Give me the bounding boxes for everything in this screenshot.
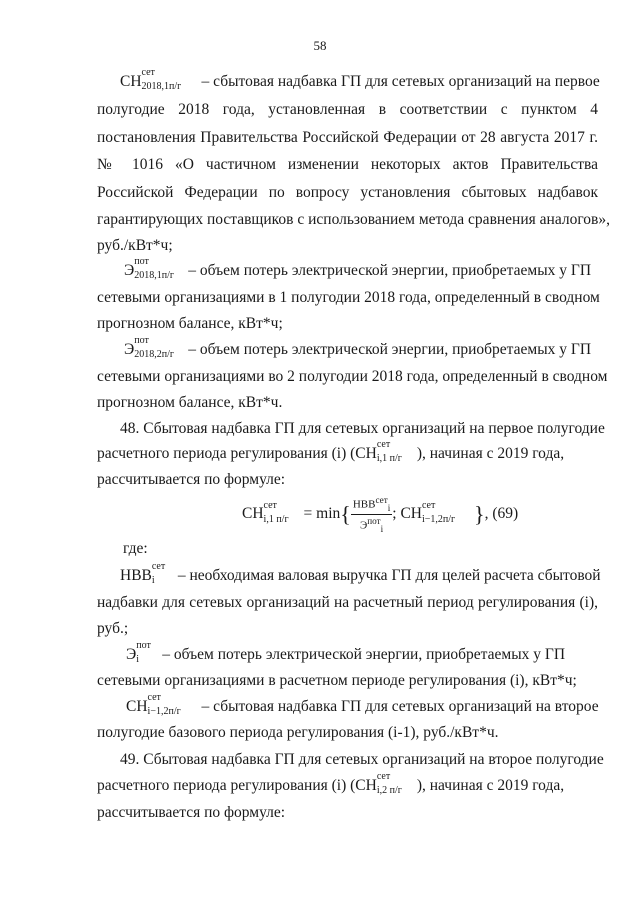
def3-first-line: Э пот 2018,2п/г – объем потерь электрической энергии, приобретаемых у ГП xyxy=(124,335,592,360)
p49-line: 49. Сбытовая надбавка ГП для сетевых организаций на второе полугодие xyxy=(120,751,604,768)
def5-symbol: Э пот i xyxy=(126,640,151,665)
formula-lhs: СН сет i,1 п/г xyxy=(242,499,289,525)
where-label: где: xyxy=(123,540,148,557)
def2-line: сетевыми организациями в 1 полугодии 2018 года, определенный в сводном xyxy=(97,289,600,306)
p49-line: рассчитывается по формуле: xyxy=(97,804,286,821)
def4-line: надбавки для сетевых организаций на расчетный период регулирования (i), xyxy=(97,594,598,611)
def5-first-line: Э пот i – объем потерь электрической энергии, приобретаемых у ГП xyxy=(126,640,566,665)
def1-line: № 1016 «О частичном изменении некоторых актов Правительства xyxy=(97,156,598,173)
def4-line: руб.; xyxy=(97,620,129,637)
formula-numerator: $НВВ^{сет}_i$ xyxy=(352,495,391,513)
p49-symbol: СН сет i,2 п/г xyxy=(355,771,402,796)
def1-line: постановления Правительства Российской Федерации от 28 августа 2017 г. xyxy=(97,129,598,146)
def4-first-line: НВВ сет i – необходимая валовая выручка ГП для целей расчета сбытовой xyxy=(120,561,601,586)
page-number: 58 xyxy=(313,38,327,53)
formula-fraction xyxy=(351,494,392,535)
p49-line2: расчетного периода регулирования (i) (СН сет i,2 п/г ), начиная с 2019 года, xyxy=(97,771,565,796)
def1-line: Российской Федерации по вопросу установления сбытовых надбавок xyxy=(97,184,598,201)
formula-denominator: $Э^{пот}_i$ xyxy=(359,515,384,534)
def1-line: руб./кВт*ч; xyxy=(97,237,173,254)
p48-line2: расчетного периода регулирования (i) (СН сет i,1 п/г ), начиная с 2019 года, xyxy=(97,439,565,464)
formula-separator: ; xyxy=(392,504,397,522)
def4-symbol: НВВ сет i xyxy=(120,561,166,586)
def6-line: полугодие базового периода регулирования (i-1), руб./кВт*ч. xyxy=(97,724,499,741)
def3-line: сетевыми организациями во 2 полугодии 2018 года, определенный в сводном xyxy=(97,368,608,385)
def2-symbol: Э пот 2018,1п/г xyxy=(124,256,174,281)
p48-line: рассчитывается по формуле: xyxy=(97,471,286,488)
p48-line: 48. Сбытовая надбавка ГП для сетевых организаций на первое полугодие xyxy=(120,420,605,437)
def3-symbol: Э пот 2018,2п/г xyxy=(124,335,174,360)
formula-69 xyxy=(242,494,518,535)
def1-line: полугодие 2018 года, установленная в соответствии с пунктом 4 xyxy=(97,101,598,118)
formula-term2: СН сет i−1,2п/г xyxy=(400,499,456,525)
formula-number: , (69) xyxy=(484,504,519,522)
formula-eq-min: = min xyxy=(303,504,341,522)
def6-first-line: СН сет i−1,2п/г – сбытовая надбавка ГП для сетевых организаций на второе xyxy=(126,692,599,717)
def1-line: гарантирующих поставщиков с использованием метода сравнения аналогов», xyxy=(97,211,610,228)
def6-symbol: СН сет i−1,2п/г xyxy=(126,692,181,717)
def1-symbol: СН сет 2018,1п/г xyxy=(120,67,182,92)
def1-first-line: СН сет 2018,1п/г – сбытовая надбавка ГП для сетевых организаций на первое xyxy=(120,67,600,92)
formula-right-brace: } xyxy=(474,501,485,527)
def3-line: прогнозном балансе, кВт*ч. xyxy=(97,394,283,411)
def5-line: сетевыми организациями в расчетном периоде регулирования (i), кВт*ч; xyxy=(97,672,577,689)
def2-first-line: Э пот 2018,1п/г – объем потерь электрической энергии, приобретаемых у ГП xyxy=(124,256,592,281)
p48-symbol: СН сет i,1 п/г xyxy=(355,439,402,464)
formula-left-brace: { xyxy=(340,501,351,527)
def2-line: прогнозном балансе, кВт*ч; xyxy=(97,315,283,332)
